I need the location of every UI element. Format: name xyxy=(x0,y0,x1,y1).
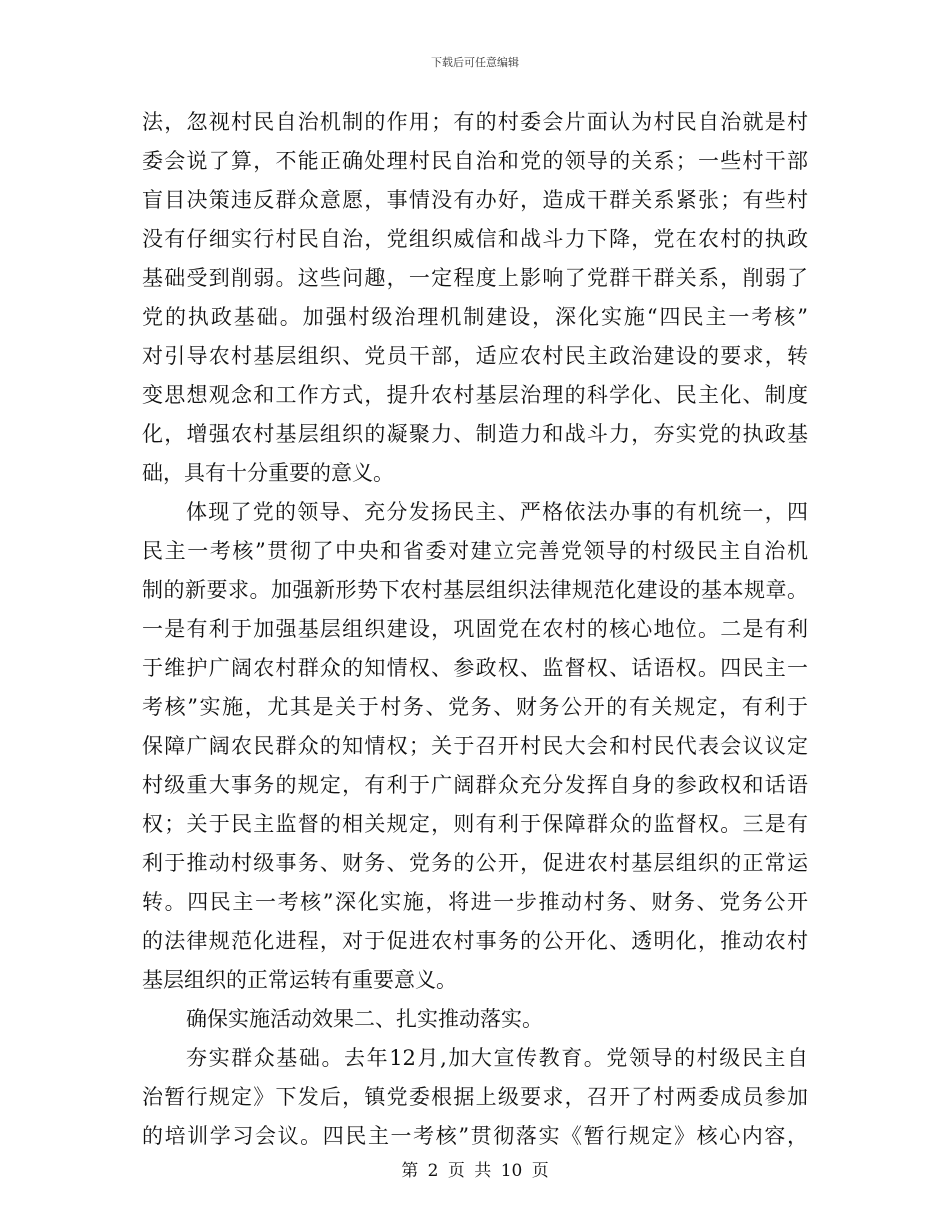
text-line: 基层组织的正常运转有重要意义。 xyxy=(142,968,457,992)
text-line: 保障广阔农民群众的知情权；关于召开村民大会和村民代表会议议定 xyxy=(142,734,808,758)
text-line: 党的执政基础。加强村级治理机制建设，深化实施“四民主一考核” xyxy=(142,305,808,329)
text-line: 的法律规范化进程，对于促进农村事务的公开化、透明化，推动农村 xyxy=(142,929,808,953)
text-line: 变思想观念和工作方式，提升农村基层治理的科学化、民主化、制度 xyxy=(142,383,808,407)
page-header-note: 下载后可任意编辑 xyxy=(431,56,519,69)
text-line: 夯实群众基础。去年12月,加大宣传教育。党领导的村级民主自 xyxy=(186,1046,808,1070)
document-body xyxy=(142,103,808,1156)
text-line: 化，增强农村基层组织的凝聚力、制造力和战斗力，夯实党的执政基 xyxy=(142,422,808,446)
text-line: 没有仔细实行村民自治，党组织威信和战斗力下降，党在农村的执政 xyxy=(142,227,808,251)
text-line: 体现了党的领导、充分发扬民主、严格依法办事的有机统一，四 xyxy=(186,500,808,524)
text-line: 的培训学习会议。四民主一考核”贯彻落实《暂行规定》核心内容， xyxy=(142,1124,808,1148)
text-line: 一是有利于加强基层组织建设，巩固党在农村的核心地位。二是有利 xyxy=(142,617,808,641)
text-line: 确保实施活动效果二、扎实推动落实。 xyxy=(186,1007,543,1031)
text-line: 委会说了算，不能正确处理村民自治和党的领导的关系；一些村干部 xyxy=(142,149,808,173)
text-line: 基础受到削弱。这些问趣，一定程度上影响了党群干群关系，削弱了 xyxy=(142,266,808,290)
text-line: 利于推动村级事务、财务、党务的公开，促进农村基层组织的正常运 xyxy=(142,851,808,875)
text-line: 权；关于民主监督的相关规定，则有利于保障群众的监督权。三是有 xyxy=(142,812,808,836)
text-line: 对引导农村基层组织、党员干部，适应农村民主政治建设的要求，转 xyxy=(142,344,808,368)
text-line: 民主一考核”贯彻了中央和省委对建立完善党领导的村级民主自治机 xyxy=(142,539,808,563)
text-line: 制的新要求。加强新形势下农村基层组织法律规范化建设的基本规章。 xyxy=(142,578,808,602)
text-line: 盲目决策违反群众意愿，事情没有办好，造成干群关系紧张；有些村 xyxy=(142,188,808,212)
page-footer-number: 第 2 页 共 10 页 xyxy=(401,1161,549,1181)
text-line: 法，忽视村民自治机制的作用；有的村委会片面认为村民自治就是村 xyxy=(142,110,808,134)
text-line: 于维护广阔农村群众的知情权、参政权、监督权、话语权。四民主一 xyxy=(142,656,808,680)
text-line: 村级重大事务的规定，有利于广阔群众充分发挥自身的参政权和话语 xyxy=(142,773,808,797)
text-line: 础，具有十分重要的意义。 xyxy=(142,461,394,485)
text-line: 考核”实施，尤其是关于村务、党务、财务公开的有关规定，有利于 xyxy=(142,695,808,719)
text-line: 转。四民主一考核”深化实施，将进一步推动村务、财务、党务公开 xyxy=(142,890,808,914)
text-line: 治暂行规定》下发后，镇党委根据上级要求，召开了村两委成员参加 xyxy=(142,1085,808,1109)
